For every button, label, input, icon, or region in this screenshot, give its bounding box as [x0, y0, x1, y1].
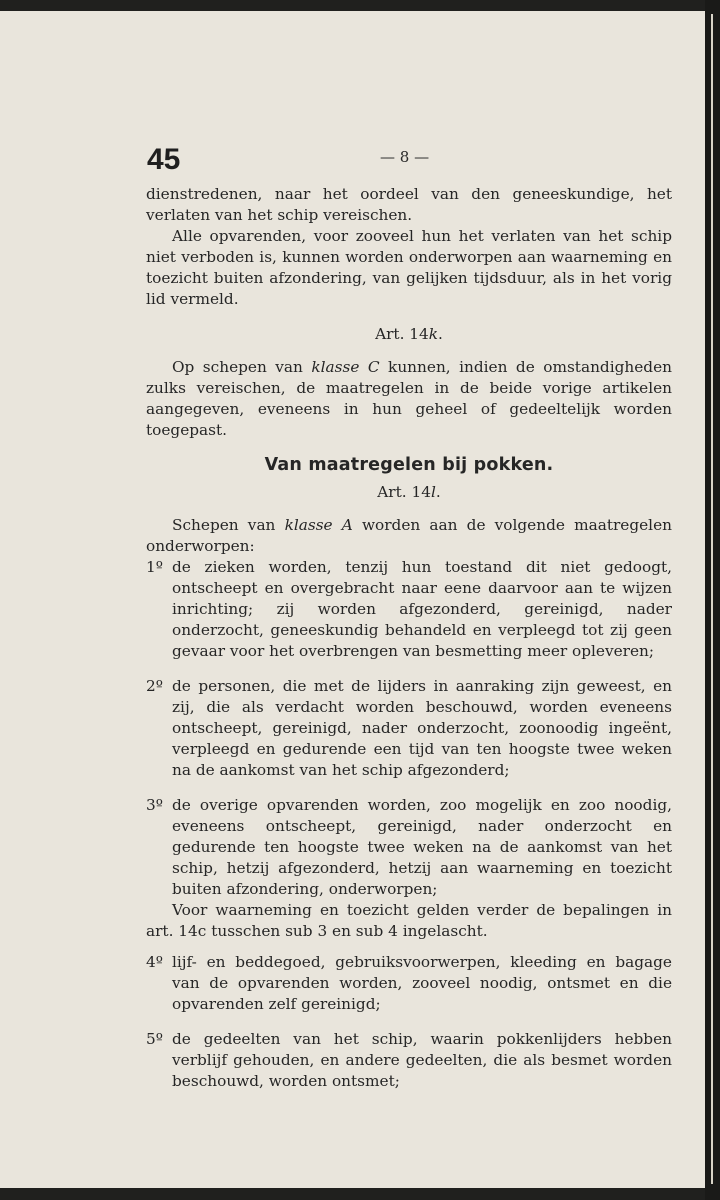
list-text: de zieken worden, tenzij hun toestand dit niet gedoogt, ontscheept en overgebracht naar eene daarvoor aan te wijzen inrichting; zij worden afgezonderd, gereinigd, nader onderzocht, geneeskundig behandeld en verpleegd tot zij geen gevaar voor het overbrengen van besmetting meer opleveren; — [172, 558, 672, 660]
list-text: de personen, die met de lijders in aanraking zijn geweest, en zij, die als verdacht worden beschouwd, worden eveneens ontscheept, gereinigd, nader onderzocht, zoonoodig ingeënt, verpleegd en gedurende een tijd van ten hoogste twee weken na de aankomst van het schip afgezonderd; — [172, 677, 672, 779]
list-item — [146, 795, 672, 900]
list-number: 2º — [146, 677, 163, 695]
paragraph-opvarenden: Alle opvarenden, voor zooveel hun het verlaten van het schip niet verboden is, kunnen worden onderworpen aan waarneming en toezicht buiten afzondering, van gelijken tijdsduur, als in het vorig lid vermeld. — [146, 227, 672, 308]
list-item — [146, 676, 672, 781]
list-item — [146, 1029, 672, 1092]
list-text: lijf- en beddegoed, gebruiksvoorwerpen, kleeding en bagage van de opvarenden worden, zooveel noodig, ontsmet en die opvarenden zelf gereinigd; — [172, 953, 672, 1013]
list-number: 5º — [146, 1030, 163, 1048]
article-14l-title: Art. 14l. — [377, 483, 441, 501]
paragraph-waarneming: Voor waarneming en toezicht gelden verder de bepalingen in art. 14c tusschen sub 3 en sub 4 ingelascht. — [146, 901, 672, 940]
document-body — [146, 184, 672, 1092]
paragraph-klasse-a: Schepen van klasse A worden aan de volgende maatregelen onderworpen: — [146, 516, 672, 555]
list-text: de overige opvarenden worden, zoo mogelijk en zoo noodig, eveneens ontscheept, gereinigd, nader onderzocht en gedurende ten hoogste twee weken na de aankomst van het schip, hetzij afgezonderd, hetzij aan waarneming en toezicht buiten afzondering, onderworpen; — [172, 796, 672, 898]
paragraph-continuation: dienstredenen, naar het oordeel van den geneeskundige, het verlaten van het schip vereischen. — [146, 185, 672, 224]
paragraph-klasse-c: Op schepen van klasse C kunnen, indien de omstandigheden zulks vereischen, de maatregelen in de beide vorige artikelen aangegeven, eveneens in hun geheel of gedeeltelijk worden toegepast. — [146, 358, 672, 439]
folio: — 8 — — [380, 148, 430, 166]
page-edge-line — [711, 14, 713, 1184]
list-number: 3º — [146, 796, 163, 814]
section-heading: Van maatregelen bij pokken. — [264, 455, 554, 475]
list-item — [146, 557, 672, 662]
list-number: 4º — [146, 953, 163, 971]
article-14k-title: Art. 14k. — [375, 325, 443, 343]
list-text: de gedeelten van het schip, waarin pokkenlijders hebben verblijf gehouden, en andere gedeelten, die als besmet worden beschouwd, worden ontsmet; — [172, 1030, 672, 1090]
list-number: 1º — [146, 558, 163, 576]
list-item — [146, 952, 672, 1015]
page-number: 45 — [147, 143, 181, 176]
